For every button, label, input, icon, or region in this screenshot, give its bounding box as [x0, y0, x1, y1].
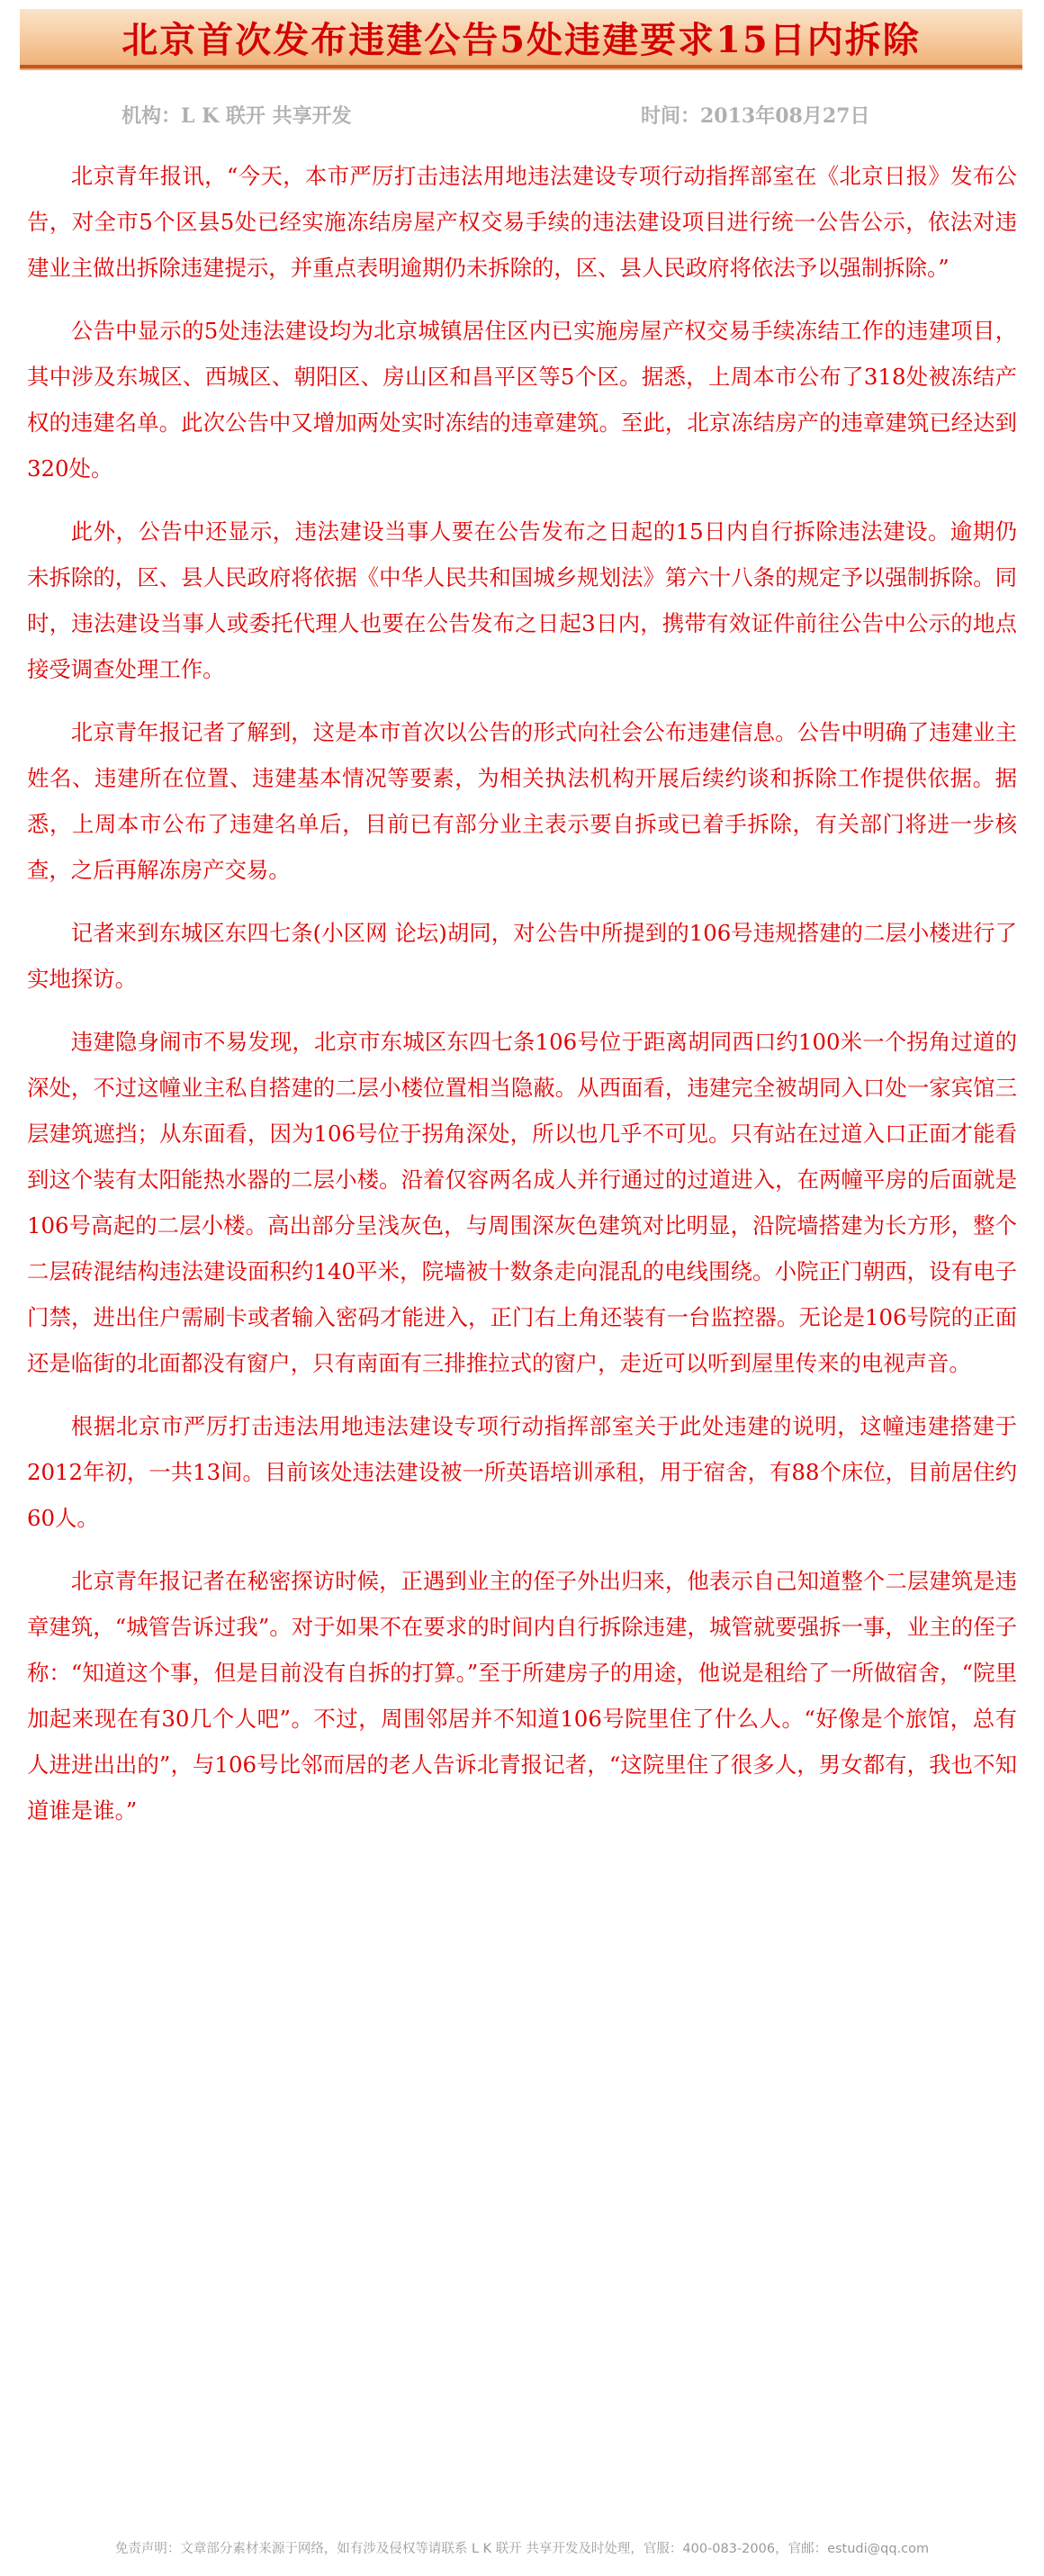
title-banner [20, 9, 1022, 68]
article-body [27, 153, 1017, 1851]
article-paragraph: 违建隐身闹市不易发现，北京市东城区东四七条106号位于距离胡同西口约100米一个拐角过道的深处，不过这幢业主私自搭建的二层小楼位置相当隐蔽。从西面看，违建完全被胡同入口处一家宾馆三层建筑遮挡；从东面看，因为106号位于拐角深处，所以也几乎不可见。只有站在过道入口正面才能看到这个装有太阳能热水器的二层小楼。沿着仅容两名成人并行通过的过道进入，在两幢平房的后面就是106号高起的二层小楼。高出部分呈浅灰色，与周围深灰色建筑对比明显，沿院墙搭建为长方形，整个二层砖混结构违法建设面积约140平米，院墙被十数条走向混乱的电线围绕。小院正门朝西，设有电子门禁，进出住户需刷卡或者输入密码才能进入，正门右上角还装有一台监控器。无论是106号院的正面还是临街的北面都没有窗户，只有南面有三排推拉式的窗户，走近可以听到屋里传来的电视声音。 [27, 1029, 1017, 1376]
article-paragraph: 记者来到东城区东四七条(小区网 论坛)胡同，对公告中所提到的106号违规搭建的二层小楼进行了实地探访。 [27, 920, 1017, 992]
article-paragraph: 北京青年报记者了解到，这是本市首次以公告的形式向社会公布违建信息。公告中明确了违建业主姓名、违建所在位置、违建基本情况等要素，为相关执法机构开展后续约谈和拆除工作提供依据。据悉，上周本市公布了违建名单后，目前已有部分业主表示要自拆或已着手拆除，有关部门将进一步核查，之后再解冻房产交易。 [27, 719, 1017, 883]
org-label: 机构：L K 联开 共享开发 [122, 104, 352, 128]
article-paragraph: 此外，公告中还显示，违法建设当事人要在公告发布之日起的15日内自行拆除违法建设。逾期仍未拆除的，区、县人民政府将依据《中华人民共和国城乡规划法》第六十八条的规定予以强制拆除。同时，违法建设当事人或委托代理人也要在公告发布之日起3日内，携带有效证件前往公告中公示的地点接受调查处理工作。 [27, 518, 1017, 682]
article-paragraph: 北京青年报记者在秘密探访时候，正遇到业主的侄子外出归来，他表示自己知道整个二层建筑是违章建筑，“城管告诉过我”。对于如果不在要求的时间内自行拆除违建，城管就要强拆一事，业主的侄子称：“知道这个事，但是目前没有自拆的打算。”至于所建房子的用途，他说是租给了一所做宿舍，“院里加起来现在有30几个人吧”。不过，周围邻居并不知道106号院里住了什么人。“好像是个旅馆，总有人进进出出的”，与106号比邻而居的老人告诉北青报记者，“这院里住了很多人，男女都有，我也不知道谁是谁。” [27, 1568, 1017, 1824]
page-title: 北京首次发布违建公告5处违建要求15日内拆除 [122, 18, 921, 61]
article-paragraph: 北京青年报讯，“今天，本市严厉打击违法用地违法建设专项行动指挥部室在《北京日报》发布公告，对全市5个区县5处已经实施冻结房屋产权交易手续的违法建设项目进行统一公告公示，依法对违建业主做出拆除违建提示，并重点表明逾期仍未拆除的，区、县人民政府将依法予以强制拆除。” [27, 163, 1017, 281]
disclaimer-footer: 免责声明：文章部分素材来源于网络，如有涉及侵权等请联系 L K 联开 共享开发及时处理，官服：400-083-2006，官邮：estudi@qq.com [114, 2542, 930, 2556]
publish-time: 时间：2013年08月27日 [641, 104, 870, 128]
article-paragraph: 根据北京市严厉打击违法用地违法建设专项行动指挥部室关于此处违建的说明，这幢违建搭建于2012年初，一共13间。目前该处违法建设被一所英语培训承租，用于宿舍，有88个床位，目前居住约60人。 [27, 1413, 1017, 1531]
article-paragraph: 公告中显示的5处违法建设均为北京城镇居住区内已实施房屋产权交易手续冻结工作的违建项目，其中涉及东城区、西城区、朝阳区、房山区和昌平区等5个区。据悉，上周本市公布了318处被冻结产权的违建名单。此次公告中又增加两处实时冻结的违章建筑。至此，北京冻结房产的违章建筑已经达到320处。 [27, 318, 1017, 482]
meta-row [0, 101, 1044, 137]
